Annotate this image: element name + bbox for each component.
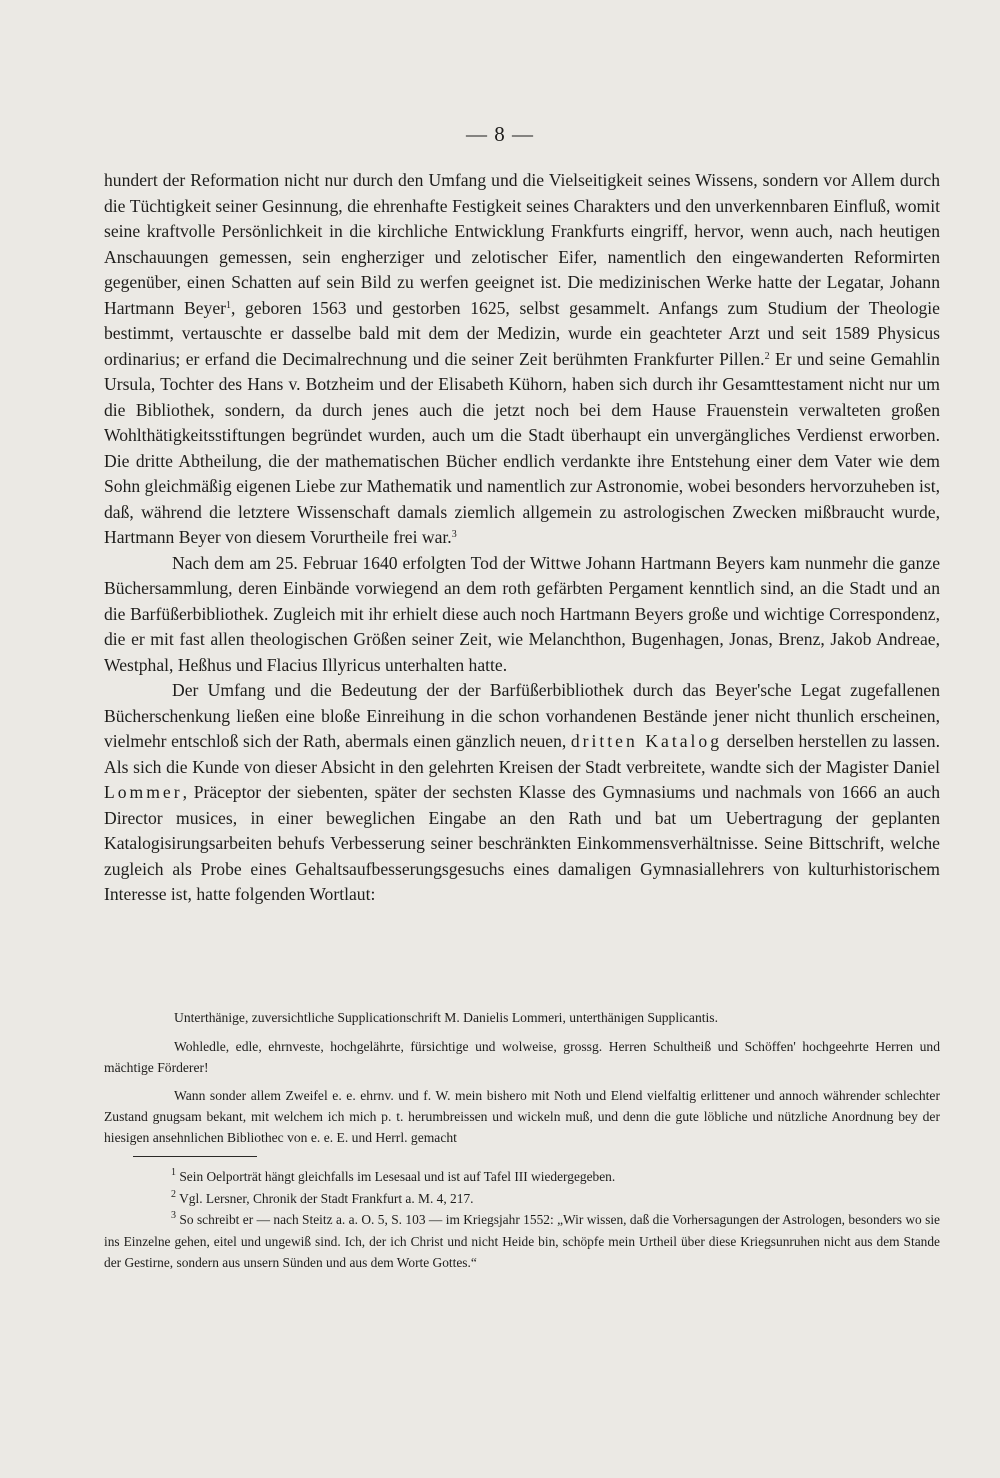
spaced-emphasis-lommer: Lommer (104, 782, 183, 802)
petition-body: Wann sonder allem Zweifel e. e. ehrnv. und f. W. mein bishero mit Noth und Elend vielfaltig erlittener und annoch währender schlechter Zustand gnugsam bekant, mit welchem ich mich p. t. herumbreissen und wickeln muß, und denn die gute löbliche und nützliche Anordnung bey der hiesigen ansehnlichen Bibliothec von e. e. E. und Herrl. gemacht (104, 1088, 940, 1145)
paragraph-1-text-b: , geboren 1563 und gestorben 1625, selbst gesammelt. Anfangs zum Studium der Theologie bestimmt, vertauschte er dasselbe bald mit dem der Medizin, wurde ein geachteter Arzt und seit 1589 Physicus ordinarius; er erfand die Decimalrechnung und die seiner Zeit berühmten Frankfurter Pillen. (104, 297, 940, 369)
footnotes (104, 1166, 940, 1274)
footnote-mark: 1 (171, 1167, 176, 1178)
main-text (104, 168, 940, 908)
paragraph-3-text-b: derselben herstellen zu lassen. Als sich die Kunde von dieser Absicht in den gelehrten Kreisen der Stadt verbreitete, wandte sich der Magister Daniel (104, 731, 940, 777)
footnote-1 (104, 1166, 940, 1188)
footnote-ref-3: 3 (451, 529, 457, 540)
footnote-2 (104, 1188, 940, 1210)
paragraph-3 (104, 678, 940, 908)
petition-heading: Unterthänige, zuversichtliche Supplicationschrift M. Danielis Lommeri, unterthänigen Supplicantis. (174, 1010, 718, 1025)
footnote-text: Sein Oelporträt hängt gleichfalls im Lesesaal und ist auf Tafel III wiedergegeben. (179, 1169, 616, 1184)
paragraph-3-text-a: Der Umfang und die Bedeutung der der Barfüßerbibliothek durch das Beyer'sche Legat zugefallenen Bücherschenkung ließen eine bloße Einreihung in die schon vorhandenen Bestände jener nicht thunlich erscheinen, vielmehr entschloß sich der Rath, abermals einen gänzlich neuen, (104, 680, 940, 751)
footnote-mark: 2 (171, 1188, 176, 1200)
footnote-ref-1: 1 (226, 299, 231, 311)
petition-salutation: Wohledle, edle, ehrnveste, hochgelährte, fürsichtige und wolweise, grossg. Herren Schultheiß und Schöffen' hochgeehrte Herren und mächtige Förderer! (104, 1039, 940, 1075)
footnote-3 (104, 1209, 940, 1274)
paragraph-3-text-c: , Präceptor der siebenten, später der sechsten Klasse des Gymnasiums und nachmals von 1666 an auch Director musices, in einer beweglichen Eingabe an den Rath und bat um Uebertragung der geplanten Katalogisirungsarbeiten behufs Verbesserung seiner beschränkten Einkommensverhältnisse. Seine Bittschrift, welche zugleich als Probe eines Gehaltsaufbesserungsgesuchs eines damaligen Gymnasiallehrers von kulturhistorischem Interesse ist, hatte folgenden Wortlaut: (104, 782, 940, 904)
page-number: — 8 — (466, 122, 534, 146)
footnote-mark: 3 (171, 1210, 176, 1221)
paragraph-2: Nach dem am 25. Februar 1640 erfolgten Tod der Wittwe Johann Hartmann Beyers kam nunmehr die ganze Büchersammlung, deren Einbände vorwiegend an dem roth gefärbten Pergament kenntlich sind, an die Stadt und an die Barfüßerbibliothek. Zugleich mit ihr erhielt diese auch noch Hartmann Beyers große und wichtige Correspondenz, die er mit fast allen theologischen Größen seiner Zeit, wie Melanchthon, Bugenhagen, Jonas, Brenz, Jakob Andreae, Westphal, Heßhus und Flacius Illyricus unterhalten hatte. (104, 552, 940, 675)
paragraph-1-text-a: hundert der Reformation nicht nur durch den Umfang und die Vielseitigkeit seines Wissens, sondern vor Allem durch die Tüchtigkeit seiner Gesinnung, die ehrenhafte Festigkeit seines Charakters und den unverkennbaren Einfluß, womit seine kraftvolle Persönlichkeit in die kirchliche Entwicklung Frankfurts eingriff, hervor, wenn auch, nach heutigen Anschauungen gemessen, sein engherziger und zelotischer Eifer, namentlich den eingewanderten Reformirten gegenüber, einen Schatten auf sein Bild zu werfen geeignet ist. Die medizinischen Werke hatte der Legatar, Johann Hartmann Beyer (104, 170, 940, 318)
footnote-divider (133, 1156, 257, 1157)
spaced-emphasis-katalog: dritten Katalog (570, 731, 723, 751)
paragraph-1 (104, 168, 940, 551)
paragraph-1-text-c: Er und seine Gemahlin Ursula, Tochter des Hans v. Botzheim und der Elisabeth Kühorn, haben sich durch ihr Gesamttestament nicht nur um die Bibliothek, sondern, da durch jenes auch die jetzt noch bei dem Hause Frauenstein verwalteten großen Wohlthätigkeitsstiftungen begründet wurden, auch um die Stadt überhaupt ein unvergängliches Verdienst erworben. Die dritte Abtheilung, die der mathematischen Bücher endlich verdankte ihre Entstehung einer dem Vater wie dem Sohn gleichmäßig eigenen Liebe zur Mathematik und namentlich zur Astronomie, wobei besonders hervorzuheben ist, daß, während die letztere Wissenschaft damals ziemlich allgemein zu astrologischen Zwecken mißbraucht wurde, Hartmann Beyer von diesem Vorurtheile frei war. (104, 348, 940, 547)
quoted-petition (104, 1007, 940, 1155)
footnote-text: So schreibt er — nach Steitz a. a. O. 5, S. 103 — im Kriegsjahr 1552: „Wir wissen, daß die Vorhersagungen der Astrologen, besonders wo sie ins Einzelne gehen, eitel und ungewiß sind. Ich, der ich Christ und nicht Heide bin, schöpfe mein Urtheil über diese Kriegsunruhen nicht aus dem Stande der Gestirne, sondern aus unsern Sünden und aus dem Worte Gottes.“ (104, 1212, 940, 1270)
footnote-ref-2: 2 (764, 350, 770, 362)
footnote-text: Vgl. Lersner, Chronik der Stadt Frankfurt a. M. 4, 217. (179, 1190, 474, 1206)
